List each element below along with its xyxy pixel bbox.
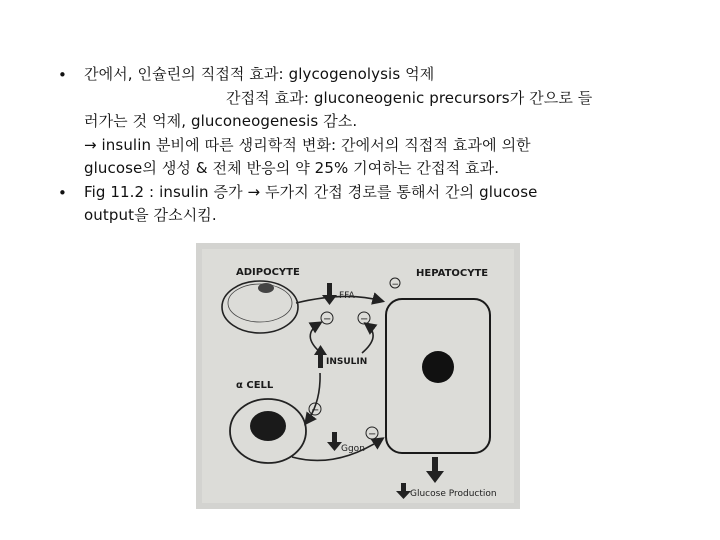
minus-4: −: [368, 429, 377, 440]
figure-insulin-pathways: [196, 243, 520, 509]
figure-svg: [196, 243, 520, 509]
minus-2: −: [360, 314, 369, 325]
label-glucose-production: Glucose Production: [410, 489, 497, 499]
label-adipocyte: ADIPOCYTE: [236, 267, 300, 278]
label-insulin: INSULIN: [326, 357, 368, 367]
minus-hepatocyte: −: [391, 280, 400, 290]
minus-3: −: [311, 405, 320, 416]
label-glucagon: Ggon: [341, 444, 365, 454]
alpha-cell-nucleus: [250, 411, 286, 441]
bullet-2-line-1: Fig 11.2 : insulin 증가 → 두가지 간접 경로를 통해서 간의 glucose: [84, 183, 538, 201]
adipocyte-nucleus: [258, 283, 274, 293]
bullet-1-line-3: 러가는 것 억제, gluconeogenesis 감소.: [84, 112, 358, 130]
label-hepatocyte: HEPATOCYTE: [416, 268, 489, 279]
bullet-1-line-1: 간에서, 인슐린의 직접적 효과: glycogenolysis 억제: [84, 65, 435, 83]
hepatocyte-nucleus: [422, 351, 454, 383]
bullet-1-line-4: → insulin 분비에 따른 생리학적 변화: 간에서의 직접적 효과에 의한: [84, 136, 531, 154]
bullet-1-line-5: glucose의 생성 & 전체 반응의 약 25% 기여하는 간접적 효과.: [84, 159, 500, 177]
bullet-2-line-2: output을 감소시킴.: [84, 206, 217, 224]
label-alpha-cell: α CELL: [236, 380, 274, 391]
bullet-marker-1: •: [58, 66, 67, 84]
bullet-1-line-2: 간접적 효과: gluconeogenic precursors가 간으로 들: [226, 89, 593, 107]
label-ffa: FFA: [339, 291, 355, 301]
bullet-marker-2: •: [58, 184, 67, 202]
minus-1: −: [323, 314, 332, 325]
